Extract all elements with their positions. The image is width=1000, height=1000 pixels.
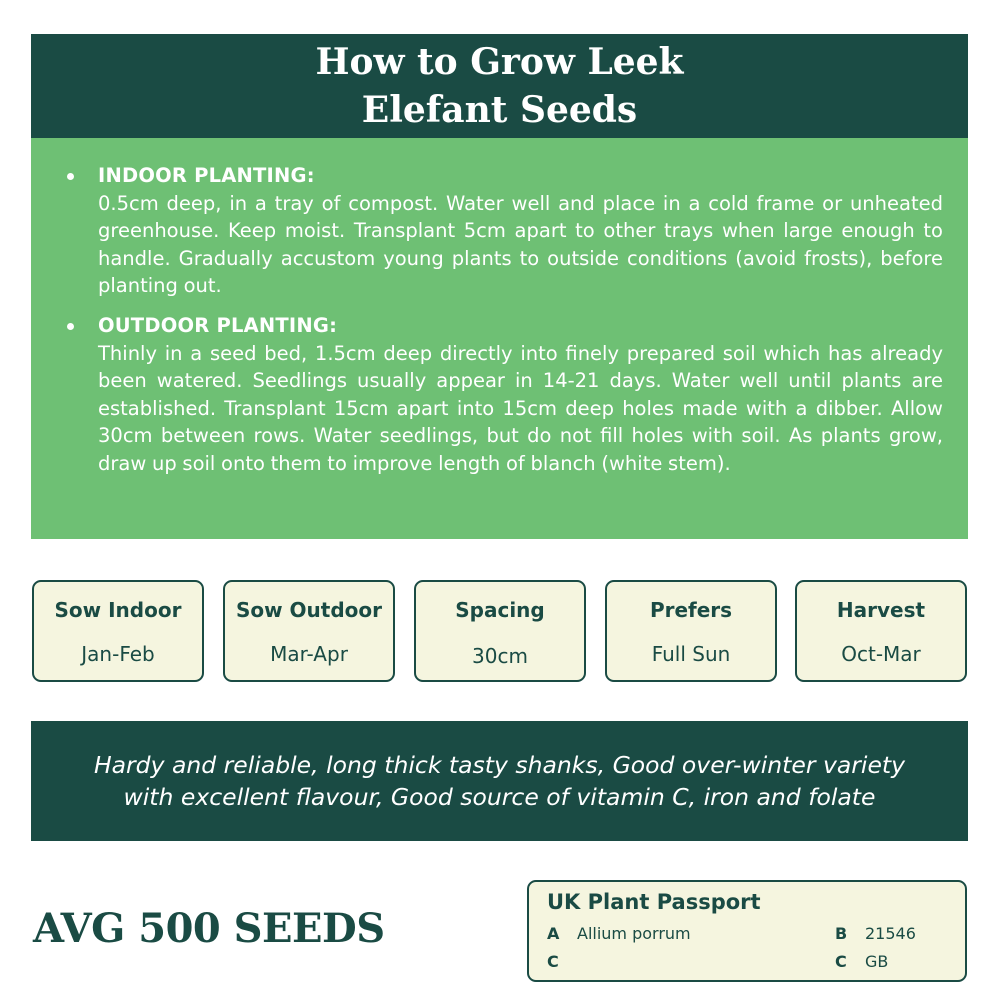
card-label: Harvest [836, 598, 926, 622]
passport-row-b [835, 924, 916, 943]
indoor-planting-text: 0.5cm deep, in a tray of compost. Water well and place in a cold frame or unheated greenhouse. Keep moist. Transplant 5cm apart to other trays when large enough to handle. Gradually accustom young plants to outside conditions (avoid frosts), before planting out. [98, 191, 943, 298]
passport-letter: C [835, 952, 847, 971]
description-line-1: Hardy and reliable, long thick tasty shanks, Good over-winter variety [93, 751, 906, 779]
card-prefers [605, 580, 777, 682]
card-value: 30cm [472, 644, 528, 668]
title-banner [31, 34, 968, 138]
passport-letter: B [835, 924, 848, 943]
card-label: Prefers [649, 598, 733, 622]
passport-title: UK Plant Passport [547, 890, 761, 914]
bullet-icon [67, 323, 74, 330]
card-label: Sow Indoor [54, 598, 182, 622]
passport-row-a [547, 924, 691, 943]
passport-registration-number: 21546 [865, 924, 916, 943]
passport-row-c-left [547, 952, 577, 971]
passport-row-c-right [835, 952, 888, 971]
passport-botanical-name: Allium porrum [577, 924, 691, 943]
card-value: Jan-Feb [81, 642, 155, 666]
card-label: Sow Outdoor [235, 598, 383, 622]
bullet-icon [67, 173, 74, 180]
passport-letter: C [547, 952, 559, 971]
passport-country-code: GB [865, 952, 889, 971]
planting-instructions [31, 138, 968, 539]
indoor-planting-section [67, 162, 943, 300]
outdoor-planting-text: Thinly in a seed bed, 1.5cm deep directly into finely prepared soil which has already been watered. Seedlings usually appear in 14-21 days. Water well until plants are established. Transplant 15cm apart into 15cm deep holes made with a dibber. Allow 30cm between rows. Water seedlings, but do not fill holes with soil. As plants grow, draw up soil onto them to improve length of blanch (white stem). [98, 341, 943, 475]
card-sow-outdoor [223, 580, 395, 682]
outdoor-planting-heading: OUTDOOR PLANTING: [98, 313, 338, 337]
plant-passport [527, 880, 967, 982]
title-line-2: Elefant Seeds [361, 89, 638, 131]
growing-info-cards [32, 580, 968, 684]
card-value: Full Sun [651, 642, 731, 666]
card-value: Oct-Mar [841, 642, 921, 666]
indoor-planting-heading: INDOOR PLANTING: [98, 164, 315, 187]
card-spacing [414, 580, 586, 682]
card-value: Mar-Apr [270, 642, 348, 666]
passport-letter: A [547, 924, 560, 943]
card-label: Spacing [455, 598, 545, 622]
seed-count: AVG 500 SEEDS [33, 905, 385, 952]
card-sow-indoor [32, 580, 204, 682]
title-line-1: How to Grow Leek [315, 41, 684, 83]
card-harvest [795, 580, 967, 682]
outdoor-planting-section [67, 312, 943, 478]
description-line-2: with excellent flavour, Good source of vitamin C, iron and folate [123, 783, 876, 811]
variety-description [31, 721, 968, 841]
